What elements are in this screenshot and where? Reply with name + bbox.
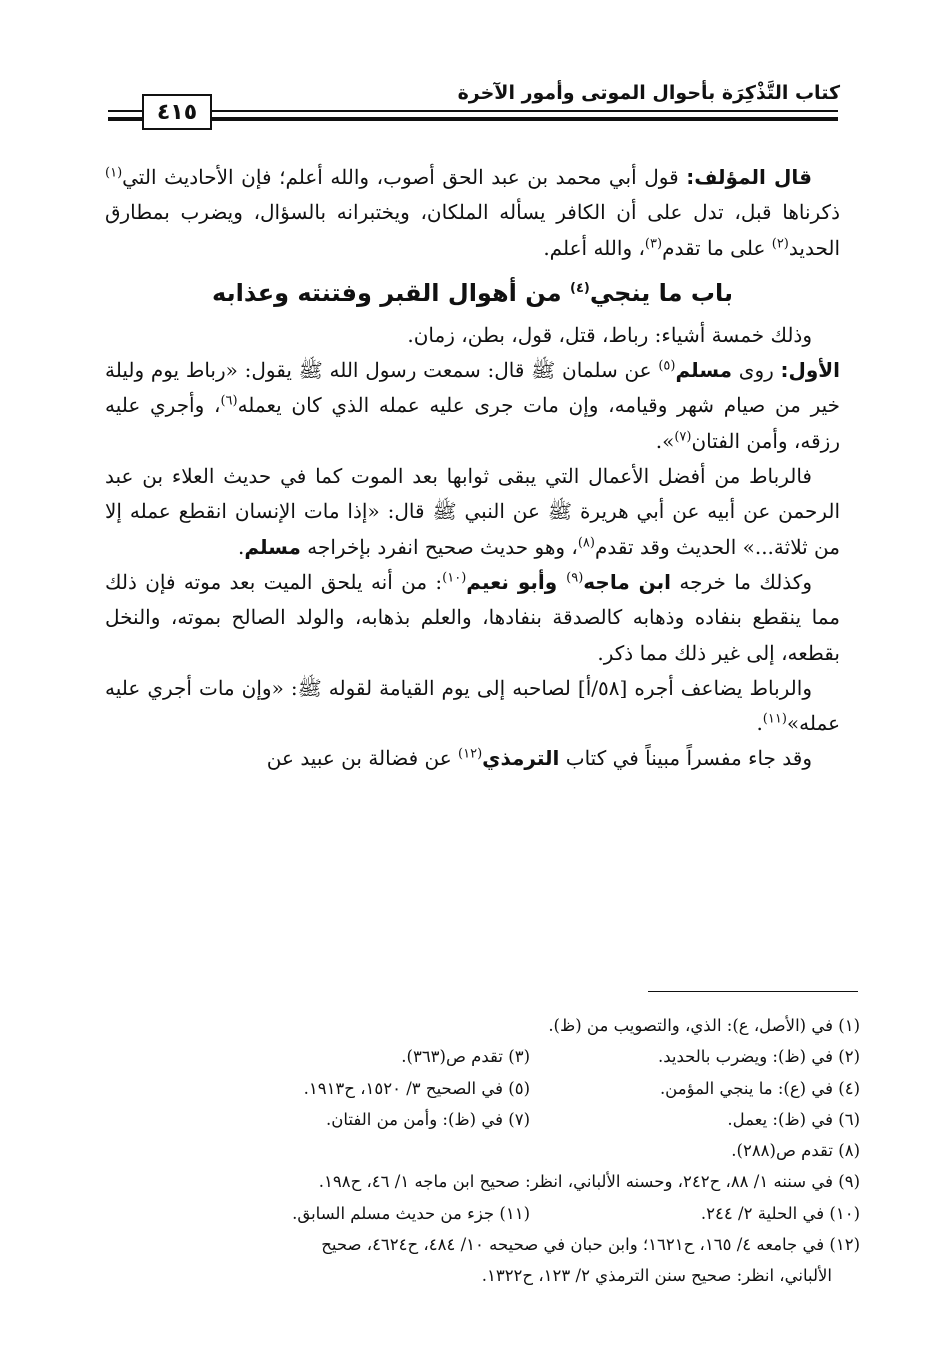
footnote-ref[interactable]: (١٢): [458, 746, 483, 762]
footnote-separator: [648, 991, 858, 992]
footnote-5: (٥) في الصحيح ٣/ ١٥٢٠، ح١٩١٣.: [303, 1078, 530, 1098]
footnote-ref[interactable]: (٥): [658, 358, 676, 374]
footnote-ref[interactable]: (١١): [762, 711, 787, 727]
bold-name: وأبو نعيم: [466, 569, 567, 594]
text-run: وكذلك ما خرجه: [671, 569, 812, 594]
footnote-row: [105, 1041, 860, 1072]
text-run: .: [756, 711, 763, 736]
footnote-6: (٦) في (ظ): يعمل.: [727, 1109, 860, 1129]
text-run: ذكرناها قبل، تدل على أن الكافر يسأله الملكان، ويختبرانه بالسؤال، ويضرب بمطارق الحديد: [105, 200, 840, 260]
text-run: ».: [655, 428, 675, 453]
text-run: والرباط يضاعف أجره [٥٨/أ] لصاحبه إلى يوم القيامة لقوله ﷺ: «وإن مات أجري عليه عمله»: [105, 675, 840, 736]
text-run: .: [237, 534, 245, 559]
footnote-ref[interactable]: (١٠): [442, 570, 467, 586]
text-run: عن فضالة بن عبيد عن: [266, 746, 459, 771]
text-run: روى: [732, 358, 781, 383]
footnote-row: [105, 1135, 860, 1166]
bold-name: الترمذي: [482, 746, 560, 771]
header-rule-thick: [108, 117, 838, 121]
footnote-ref[interactable]: (٦): [220, 393, 238, 409]
text-run: فالرباط من أفضل الأعمال التي يبقى ثوابها بعد الموت كما في حديث العلاء بن عبد الرحمن عن أبيه عن أبي هريرة ﷺ عن النبي ﷺ قال: «إذا مات الإنسان انقطع عمله إلا من ثلاثة...» الحديث وقد تقدم: [105, 464, 840, 559]
footnote-row: [105, 1229, 860, 1260]
footnote-row: [105, 1166, 860, 1197]
footnote-9: (٩) في سننه ١/ ٨٨، ح٢٤٢، وحسنه الألباني، انظر: صحيح ابن ماجه ١/ ٤٦، ح١٩٨.: [318, 1172, 860, 1192]
footnote-row: [105, 1198, 860, 1229]
footnote-1: (١) في (الأصل، ع): الذي، والتصويب من (ظ).: [548, 1016, 860, 1035]
footnote-row: [105, 1104, 860, 1135]
footnote-ref[interactable]: (٤): [570, 280, 590, 296]
first-label: الأول:: [780, 358, 841, 383]
footnote-8: (٨) تقدم ص(٢٨٨).: [731, 1141, 860, 1161]
bold-name: مسلم: [244, 534, 301, 559]
paragraph-five-things: وذلك خمسة أشياء: رباط، قتل، قول، بطن، زمان.: [407, 322, 812, 347]
text-run: ، والله أعلم.: [543, 235, 645, 260]
footnote-ref[interactable]: (٨): [577, 535, 595, 551]
footnote-12: (١٢) في جامعه ٤/ ١٦٥، ح١٦٢١؛ وابن حبان في صحيحه ١٠/ ٤٨٤، ح٤٦٢٤، صحيح: [321, 1235, 860, 1255]
footnote-7: (٧) في (ظ): وأمن من الفتان.: [326, 1109, 530, 1129]
footnote-4: (٤) في (ع): ما ينجي المؤمن.: [659, 1078, 860, 1098]
footnote-row: [105, 1073, 860, 1104]
footnote-ref[interactable]: (٩): [566, 570, 584, 586]
footnote-10: (١٠) في الحلية ٢/ ٢٤٤.: [700, 1203, 860, 1223]
text-run: قول أبي محمد بن عبد الحق أصوب، والله أعلم؛ فإن الأحاديث التي: [122, 165, 687, 189]
text-run: على ما تقدم: [662, 235, 772, 260]
text-run: : من أنه يلحق الميت بعد موته فإن ذلك مما ينقطع بنفاده وذهابه كالصدقة بنفادها، والعلم بذهابه، والولد الصالح بموته، والنخل بقطعه، إلى غير ذلك مما ذكر.: [105, 569, 840, 665]
footnote-ref[interactable]: (٣): [644, 235, 663, 251]
text-run: ، وأجري عليه رزقه، وأمن الفتان: [105, 393, 840, 453]
footnote-ref[interactable]: (٢): [771, 235, 789, 251]
footnote-ref[interactable]: (١): [105, 165, 123, 181]
page-number: ٤١٥: [142, 94, 212, 130]
text-run: من أهوال القبر وفتنته وعذابه: [212, 278, 571, 307]
footnote-row: [105, 1010, 860, 1041]
paragraph-author-comment: [105, 160, 840, 266]
bold-name: ابن ماجه: [583, 569, 672, 594]
paragraph-ribat: [105, 459, 840, 565]
text-run: باب ما ينجي: [589, 278, 733, 307]
paragraph-reward: [105, 671, 840, 742]
footnote-11: (١١) جزء من حديث مسلم السابق.: [292, 1203, 530, 1223]
footnote-12-continued: الألباني، انظر: صحيح سنن الترمذي ٢/ ١٢٣، ح١٣٢٢.: [481, 1266, 832, 1286]
text-run: ، وهو حديث صحيح انفرد بإخراجه: [300, 534, 578, 559]
chapter-title: [105, 274, 840, 312]
bold-name: مسلم: [675, 358, 733, 383]
footnote-3: (٣) تقدم ص(٣٦٣).: [401, 1047, 530, 1067]
footnote-ref[interactable]: (٧): [674, 429, 692, 445]
paragraph-ibn-majah: [105, 565, 840, 671]
author-label: قال المؤلف:: [686, 165, 812, 189]
body-text: [105, 160, 840, 777]
running-header: كتاب التَّذْكِرَة بأحوال الموتى وأمور الآخرة: [457, 82, 840, 104]
text-run: وقد جاء مفسراً مبيناً في كتاب: [559, 746, 812, 771]
paragraph-first: [105, 353, 840, 459]
footnote-2: (٢) في (ظ): ويضرب بالحديد.: [657, 1047, 860, 1067]
footnotes: [105, 1010, 860, 1292]
text-run: عن سلمان ﷺ قال: سمعت رسول الله ﷺ يقول: «رباط يوم وليلة خير من صيام شهر وقيامه، وإن مات جرى عليه عمله الذي كان يعمله: [105, 358, 841, 418]
paragraph-tirmidhi: [105, 741, 840, 776]
header-rule: [108, 110, 838, 112]
